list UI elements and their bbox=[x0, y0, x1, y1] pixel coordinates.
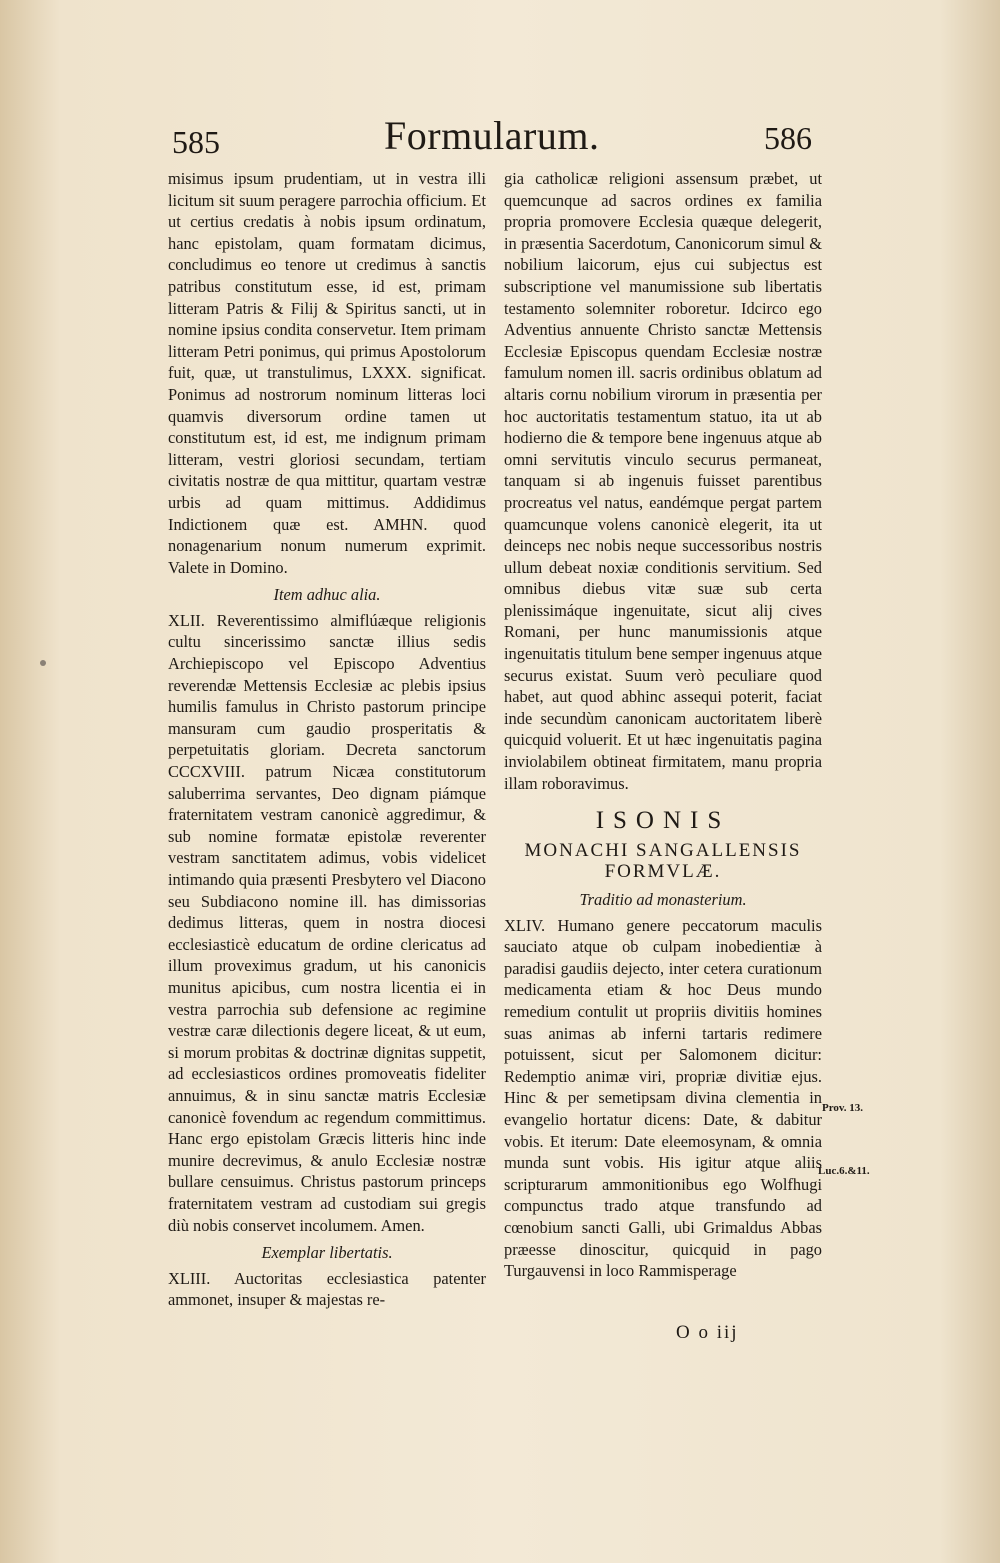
section-heading-item-adhuc-alia: Item adhuc alia. bbox=[273, 585, 381, 605]
left-column bbox=[168, 168, 486, 1311]
paper-spot bbox=[40, 660, 46, 666]
section-subtitle-formulae: FORMVLÆ. bbox=[604, 861, 722, 883]
page-number-left: 585 bbox=[172, 124, 220, 160]
right-paragraph-xliv: XLIV. Humano genere peccatorum maculis sauciato atque ob culpam inobedientiæ à paradisi gaudiis dejecto, inter cetera curationum medicamenta etiam & hoc Deus mundo remedium contulit ut propriis divitiis homines suas animas ab inferni tartaris redimere potuissent, sicut per Salomonem dicitur: Redemptio animæ viri, propriæ divitiæ ejus. Hinc & per semetipsam divina clementia in evangelio hortatur dicens: Date, & dabitur vobis. Et iterum: Date eleemosynam, & omnia munda sunt vobis. His igitur atque aliis scripturarum ammonitionibus ego Wolfhugi compunctus trado atque transfundo ad cœnobium sancti Galli, ubi Grimaldus Abbas præesse dinoscitur, quicquid in pago Turgauvensi in loco Rammisperage bbox=[504, 915, 822, 1281]
section-title-isonis: ISONIS bbox=[595, 807, 731, 835]
left-paragraph-xlii: XLII. Reverentissimo almiflúæque religionis cultu sincerissimo sanctæ illius sedis Archiepiscopo vel Episcopo Adventius reverendæ Mettensis Ecclesiæ ac plebis ipsius humilis famulus in Christo pastorum principe mansuram cum gaudio prosperitatis & perpetuitatis gloriam. Decreta sanctorum CCCXVIII. patrum Nicæa constitutorum saluberrima servantes, Deo dignam piámque fraternitatem vestram canonicè aggredimur, & sub nomine formatæ epistolæ reverenter vestram sanctitatem adimus, vobis videlicet intimando quia præsenti Presbytero vel Diacono seu Subdiacono nomine ill. has dimissorias dedimus litteras, quem in nostra diocesi ecclesiasticè educatum de ordine clericatus ad illum proveximus gradum, ut his canonicis munitus apicibus, cum nostra licentia ei in vestra parrochia sub defensione ac regimine vestræ caræ dilectionis degere liceat, & ut eum, si morum probitas & doctrinæ dignitas suppetit, ad ecclesiasticos ordines promoveatis fideliter annuimus, & in sinu sanctæ matris Ecclesiæ canonicè fovendum ac regendum committimus. Hanc ergo epistolam Græcis litteris hinc inde munire decrevimus, & anulo Ecclesiæ nostræ bullare censuimus. Christus pastorum princeps fraternitatem vestram ad custodiam sui gregis diù nobis conservet incolumem. Amen. bbox=[168, 610, 486, 1235]
page-number-right: 586 bbox=[764, 120, 812, 156]
section-subtitle-monachi: MONACHI SANGALLENSIS bbox=[524, 839, 802, 861]
page-header bbox=[0, 112, 1000, 172]
running-title: Formularum. bbox=[384, 113, 600, 158]
right-paragraph-1: gia catholicæ religioni assensum præbet, ut quemcunque ad sacros ordines ex familia propria promovere Ecclesia quæque delegerit, in præsentia Sacerdotum, Canonicorum simul & nobilium laicorum, ejus cui subjectus est subscriptione vel manumissione sub libertatis testamento solemniter roboretur. Idcirco ego Adventius annuente Christo sanctæ Mettensis Ecclesiæ Episcopus quendam Ecclesiæ nostræ famulum nomen ill. sacris ordinibus oblatum ad altaris cornu nobilium virorum in præsentia per hoc auctoritatis testamentum statuo, ita ut ab hodierno die & tempore bene ingenuus atque ab omni servitutis vinculo securus permaneat, tanquam si ab ingenuis fuisset parentibus procreatus vel natus, eandémque pergat partem quamcunque volens canonicè elegerit, ita ut deinceps nec nobis neque successoribus nostris ullum debeat noxiæ conditionis servitium. Sed omnibus diebus vitæ suæ sub certa plenissimáque ingenuitate, sicut alij cives Romani, per hunc manumissionis atque ingenuitatis titulum bene semper ingenuus atque securus existat. Suum verò peculiare quod habet, aut quod abhinc assequi poterit, faciat inde secundùm canonicam auctoritatem liberè quicquid voluerit. Et ut hæc ingenuitatis pagina inviolabilem obtineat firmitatem, manu propria illam roboravimus. bbox=[504, 169, 822, 793]
margin-note-prov: Prov. 13. bbox=[822, 1102, 864, 1114]
margin-note-luc: Luc.6.&11. bbox=[818, 1165, 870, 1177]
left-paragraph-xliii: XLIII. Auctoritas ecclesiastica patenter ammonet, insuper & majestas re- bbox=[168, 1268, 486, 1310]
section-heading-exemplar-libertatis: Exemplar libertatis. bbox=[261, 1243, 393, 1263]
signature-mark: O o iij bbox=[676, 1322, 739, 1343]
section-heading-traditio: Traditio ad monasterium. bbox=[579, 890, 747, 909]
right-column bbox=[504, 168, 822, 1282]
left-paragraph-1: misimus ipsum prudentiam, ut in vestra illi licitum sit suum peragere parrochia officium. Et ut certius credatis à nobis ipsum ordinatum, hanc epistolam, quam formatam dicimus, concludimus eo tenore ut credimus à sanctis patribus constitutum esse, id est, primam litteram Patris & Filij & Spiritus sancti, ut in nomine ipsius condita conservetur. Item primam litteram Petri ponimus, qui primus Apostolorum fuit, quæ, ut transtulimus, LXXX. significat. Ponimus ad nostrorum nominum litteras loci quamvis diversorum ordine tamen ut constitutum est, id est, me indignum primam litteram, vestri gloriosi secundam, tertiam civitatis nostræ de qua mittitur, quartam vestræ urbis ad quam mittimus. Addidimus Indictionem quæ est. AMHN. quod nonagenarium nonum numerum exprimit. Valete in Domino. bbox=[168, 169, 486, 577]
